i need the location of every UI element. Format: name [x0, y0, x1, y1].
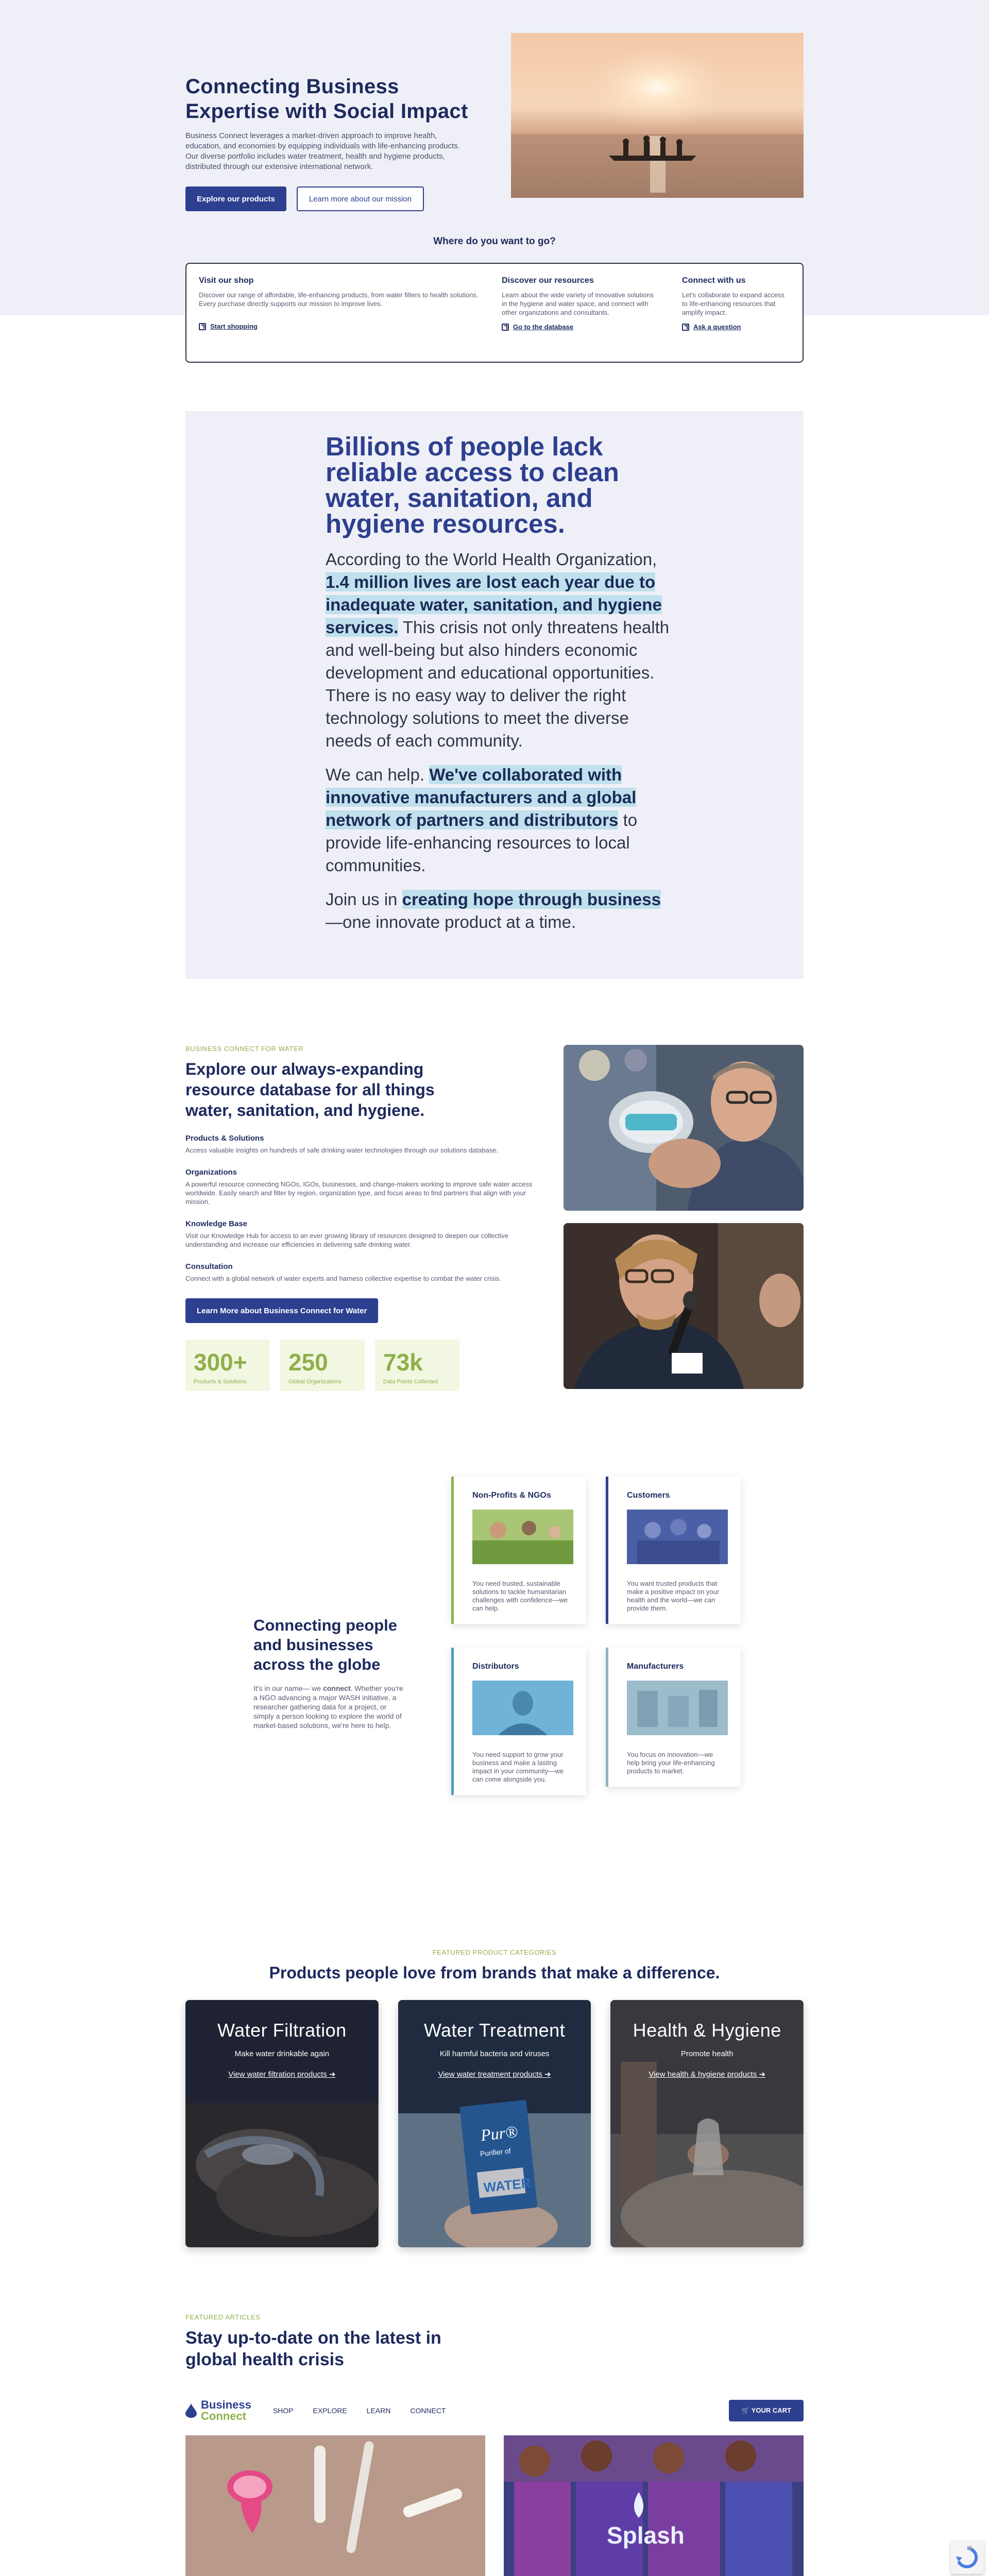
- where-connect-text: Let's collaborate to expand access to life-enhancing resources that amplify impact.: [682, 291, 785, 316]
- audience-card-heading: Non-Profits & NGOs: [472, 1491, 551, 1500]
- hero-title: Connecting Business Expertise with Social Impact: [185, 75, 468, 123]
- arrow-right-icon: ➜: [759, 2070, 765, 2079]
- crisis-text: According to the World Health Organization,: [326, 550, 657, 569]
- view-link-label: View health & hygiene products: [649, 2070, 757, 2079]
- audience-card-text: You want trusted products that make a positive impact on your health and the world—we can provide them.: [627, 1580, 720, 1612]
- cart-icon: 🛒: [741, 2406, 750, 2414]
- stat-products: [185, 1340, 270, 1391]
- people-text: [253, 1684, 408, 1730]
- go-database-label: Go to the database: [513, 323, 574, 331]
- start-shopping-label: Start shopping: [210, 323, 258, 330]
- featured-title: Products people love from brands that make a difference.: [269, 1963, 720, 1982]
- featured-products-section: [185, 1948, 804, 2247]
- people-text-bold: connect: [322, 1684, 351, 1692]
- sachet-word: WATER: [483, 2175, 532, 2196]
- category-subtitle: Kill harmful bacteria and viruses: [439, 2049, 550, 2058]
- crisis-text: We can help.: [326, 765, 430, 784]
- stat-number: 300+: [194, 1349, 247, 1376]
- resource-item-heading: Consultation: [185, 1262, 233, 1271]
- resource-item-text: Access valuable insights on hundreds of safe drinking water technologies through our solutions database.: [185, 1146, 499, 1154]
- audience-card-text: You focus on innovation—we help bring your life-enhancing products to market.: [627, 1751, 715, 1775]
- nav-shop[interactable]: SHOP: [272, 2406, 294, 2415]
- category-subtitle: Promote health: [680, 2049, 734, 2058]
- ask-question-label: Ask a question: [693, 323, 741, 331]
- view-hygiene-link[interactable]: [610, 2070, 804, 2079]
- site-navbar: [185, 2397, 804, 2424]
- where-shop-text: Discover our range of affordable, life-enhancing products, from water filters to health solutions. Every purchase directly supports our mission to improve lives.: [199, 291, 479, 308]
- crisis-title: Billions of people lack reliable access to clean water, sanitation, and hygiene resources.: [326, 432, 619, 538]
- site-logo[interactable]: [185, 2399, 251, 2422]
- crisis-text: Join us in: [326, 890, 402, 909]
- arrow-right-icon: ➜: [544, 2070, 551, 2079]
- resource-item-text: Connect with a global network of water experts and harness collective expertise to combat the water crisis.: [185, 1275, 501, 1282]
- people-title: Connecting people and businesses across the globe: [253, 1616, 397, 1673]
- audience-card-text: You need support to grow your business and make a lasting impact in your community—we can come alongside you.: [472, 1751, 564, 1783]
- resource-item-heading: Knowledge Base: [185, 1219, 248, 1228]
- where-title: Where do you want to go?: [433, 236, 556, 247]
- where-resources: [502, 276, 682, 362]
- logo-text-connect: Connect: [201, 2410, 246, 2422]
- nav-learn[interactable]: LEARN: [366, 2406, 391, 2415]
- external-link-icon: [682, 324, 689, 331]
- audience-card-image: [472, 1510, 573, 1564]
- explore-products-button[interactable]: Explore our products: [185, 187, 286, 211]
- nav-connect[interactable]: CONNECT: [410, 2406, 446, 2415]
- highlight-text: creating hope through business: [402, 890, 661, 909]
- hero-description: Business Connect leverages a market-driven approach to improve health, education, and economies by equipping individuals with life-enhancing products. Our diverse portfolio includes water treatment, health and hygiene products, distributed through our extensive international network.: [185, 131, 460, 171]
- article-image-splash-students: [504, 2435, 804, 2576]
- audience-card-image: [627, 1510, 728, 1564]
- learn-mission-button[interactable]: Learn more about our mission: [297, 187, 424, 211]
- resource-item-heading: Products & Solutions: [185, 1134, 264, 1143]
- hero-image-boat-sunset: [511, 33, 804, 198]
- highlight-text: 1.4 million lives are lost each year due to inadequate water, sanitation, and hygiene services.: [326, 572, 662, 637]
- audience-card-distributors[interactable]: [451, 1648, 586, 1795]
- view-link-label: View water treatment products: [438, 2070, 542, 2079]
- photo-speaker-with-microphone: [564, 1223, 804, 1389]
- resource-item: [185, 1219, 546, 1249]
- people-text-part: It's in our name— we: [253, 1684, 323, 1692]
- view-treatment-link[interactable]: [398, 2070, 591, 2079]
- crisis-section: [185, 411, 804, 979]
- arrow-right-icon: ➜: [329, 2070, 336, 2079]
- crisis-paragraph-1: [326, 548, 672, 752]
- photo-man-with-filter: [564, 1045, 804, 1211]
- category-card-water-treatment[interactable]: [398, 2000, 591, 2247]
- where-resources-heading: Discover our resources: [502, 276, 594, 285]
- audience-card-manufacturers[interactable]: [606, 1648, 741, 1787]
- stat-data-points: [375, 1340, 459, 1391]
- articles-title: Stay up-to-date on the latest in global health crisis: [185, 2328, 441, 2369]
- learn-more-water-button[interactable]: Learn More about Business Connect for Water: [185, 1298, 378, 1323]
- category-card-health-hygiene[interactable]: [610, 2000, 804, 2247]
- audience-card-image: [627, 1681, 728, 1735]
- stat-organizations: [280, 1340, 365, 1391]
- audience-card-heading: Customers: [627, 1491, 670, 1500]
- where-shop: [199, 276, 502, 362]
- audience-card-text: You need trusted, sustainable solutions to tackle humanitarian challenges with confidence—we can help.: [472, 1580, 568, 1612]
- where-card: [185, 263, 804, 363]
- article-card-menstrual-health[interactable]: [185, 2435, 485, 2576]
- article-card-project-wise[interactable]: [504, 2435, 804, 2576]
- audience-card-image: [472, 1681, 573, 1735]
- sachet-tagline: Purifier of: [479, 2146, 511, 2158]
- where-connect-heading: Connect with us: [682, 276, 746, 285]
- audience-card-heading: Manufacturers: [627, 1662, 684, 1671]
- resource-item-text: A powerful resource connecting NGOs, IGOs, businesses, and change-makers working to improve safe water access worldwide. Easily search and filter by region, organization type, and focus areas to find partners that align with your mission.: [185, 1180, 533, 1206]
- resource-eyebrow: BUSINESS CONNECT FOR WATER: [185, 1045, 304, 1053]
- start-shopping-link[interactable]: [199, 323, 486, 330]
- stat-label: Products & Solutions: [194, 1379, 247, 1385]
- connecting-people-section: [185, 1477, 804, 1869]
- audience-card-nonprofits[interactable]: [451, 1477, 586, 1624]
- where-shop-heading: Visit our shop: [199, 276, 254, 285]
- water-drop-icon: [185, 2403, 197, 2418]
- articles-section: [185, 2313, 804, 2576]
- splash-logo-text: Splash: [607, 2522, 685, 2549]
- category-subtitle: Make water drinkable again: [234, 2049, 330, 2058]
- where-resources-text: Learn about the wide variety of innovative solutions in the hygiene and water space, and connect with other organizations and consultants.: [502, 291, 654, 316]
- cart-label: YOUR CART: [751, 2406, 791, 2414]
- featured-eyebrow: FEATURED PRODUCT CATEGORIES: [432, 1948, 557, 1956]
- your-cart-button[interactable]: [729, 2400, 804, 2421]
- stat-number: 73k: [383, 1349, 423, 1376]
- resource-title: Explore our always-expanding resource database for all things water, sanitation, and hygiene.: [185, 1060, 435, 1120]
- crisis-text: —one innovate product at a time.: [326, 912, 576, 931]
- view-filtration-link[interactable]: [185, 2070, 379, 2079]
- resource-item: [185, 1168, 546, 1206]
- resource-item: [185, 1262, 546, 1283]
- audience-card-heading: Distributors: [472, 1662, 519, 1671]
- articles-eyebrow: FEATURED ARTICLES: [185, 2313, 261, 2321]
- hero-section: [0, 0, 989, 331]
- go-database-link[interactable]: [502, 323, 667, 331]
- view-link-label: View water filtration products: [228, 2070, 327, 2079]
- resource-item-text: Visit our Knowledge Hub for access to an ever growing library of resources designed to deepen our collective understanding and increase our efficiencies in delivering safe drinking water.: [185, 1232, 508, 1248]
- category-title: Water Filtration: [217, 2020, 347, 2041]
- resource-item: [185, 1134, 546, 1155]
- category-title: Water Treatment: [423, 2020, 566, 2041]
- ask-question-link[interactable]: [682, 323, 790, 331]
- stat-label: Data Points Collected: [383, 1379, 438, 1385]
- resource-section: [185, 1045, 804, 1401]
- recaptcha-icon: [951, 2541, 984, 2574]
- stat-number: 250: [288, 1349, 328, 1376]
- people-text-part: . Whether you're a NGO advancing a major WASH initiative, a researcher gathering data for a project, or simply a person looking to explore the world of market-based solutions, we're here to help.: [253, 1684, 403, 1730]
- resource-item-heading: Organizations: [185, 1168, 237, 1177]
- stat-label: Global Organizations: [288, 1379, 342, 1385]
- article-image-menstrual-products: [185, 2435, 485, 2576]
- audience-card-customers[interactable]: [606, 1477, 741, 1624]
- crisis-paragraph-3: [326, 888, 672, 934]
- crisis-paragraph-2: [326, 764, 672, 877]
- sachet-brand: Pur®: [480, 2122, 519, 2145]
- highlight-text: We've collaborated with innovative manufacturers and a global network of partners and distributors: [326, 765, 637, 829]
- recaptcha-badge[interactable]: [951, 2541, 984, 2574]
- category-title: Health & Hygiene: [633, 2020, 781, 2041]
- logo-text-business: Business: [201, 2398, 251, 2411]
- nav-explore[interactable]: EXPLORE: [313, 2406, 347, 2415]
- crisis-text: This crisis not only threatens health and well-being but also hinders economic development and educational opportunities. There is no easy way to deliver the right technology solutions to meet the diverse needs of each community.: [326, 618, 670, 750]
- category-card-water-filtration[interactable]: [185, 2000, 379, 2247]
- external-link-icon: [199, 323, 206, 330]
- where-connect: [682, 276, 790, 362]
- external-link-icon: [502, 324, 509, 331]
- crisis-text: to provide life-enhancing resources to local communities.: [326, 810, 638, 875]
